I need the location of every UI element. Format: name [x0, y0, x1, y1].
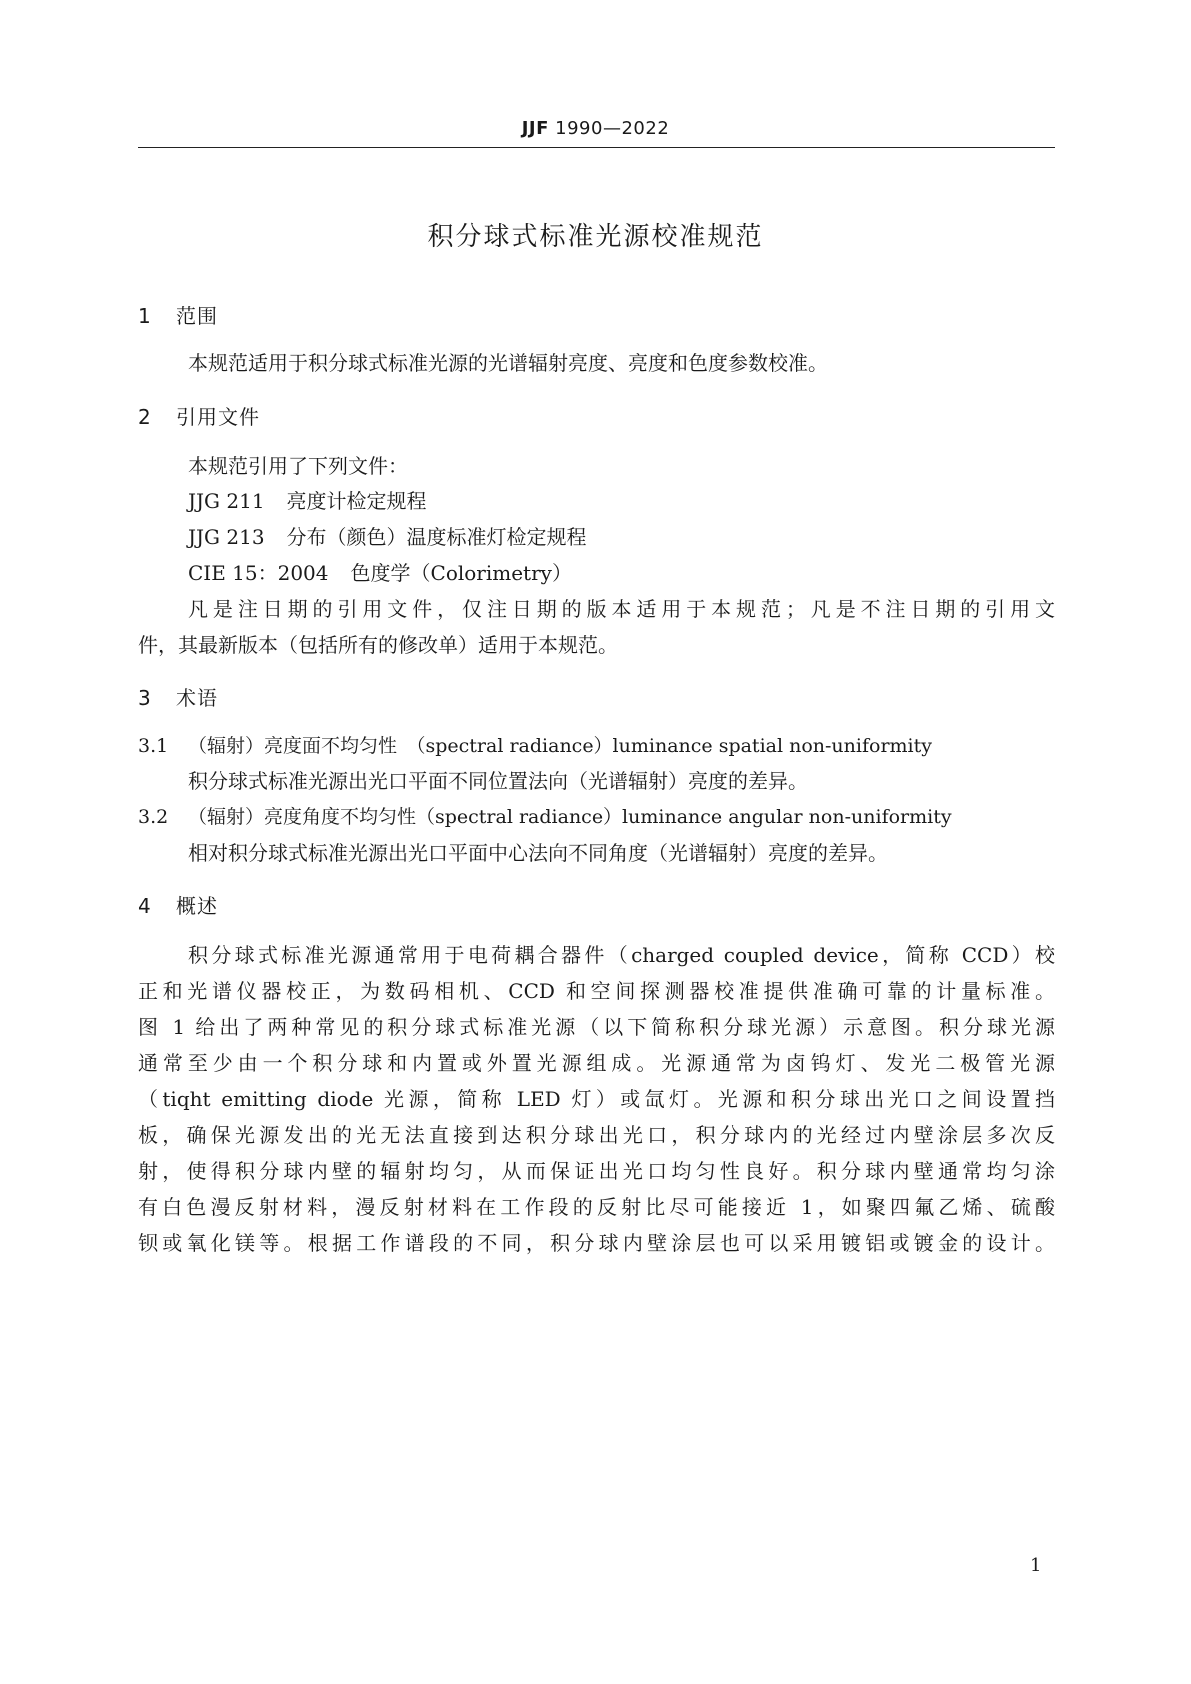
term-3-2 [138, 804, 952, 830]
overview-line: 通常至少由一个积分球和内置或外置光源组成。光源通常为卤钨灯、发光二极管光源 [138, 1051, 1055, 1075]
term-number: 3.1 [138, 735, 169, 757]
section-number: 2 [138, 405, 152, 429]
overview-line: 钡或氧化镁等。根据工作谱段的不同，积分球内壁涂层也可以采用镀铝或镀金的设计。 [138, 1231, 1055, 1255]
page-number: 1 [1030, 1555, 1042, 1576]
document-title: 积分球式标准光源校准规范 [427, 222, 764, 252]
section-4-heading [138, 890, 218, 919]
standard-code-prefix: JJF [521, 118, 549, 139]
term-3-2-definition: 相对积分球式标准光源出光口平面中心法向不同角度（光谱辐射）亮度的差异。 [188, 841, 888, 865]
overview-line: 图 1 给出了两种常见的积分球式标准光源（以下简称积分球光源）示意图。积分球光源 [138, 1015, 1055, 1039]
term-name: （辐射）亮度角度不均匀性（spectral radiance）luminance angular non-uniformity [188, 806, 952, 828]
standard-code [0, 118, 1191, 139]
header-divider [138, 147, 1055, 148]
section-title: 术语 [176, 686, 218, 710]
overview-line: 积分球式标准光源通常用于电荷耦合器件（charged coupled device，简称 CCD）校 [188, 943, 1055, 967]
reference-name: 亮度计检定规程 [286, 489, 427, 513]
section-title: 范围 [176, 304, 218, 328]
standard-code-number: 1990—2022 [555, 118, 670, 139]
reference-code: CIE 15：2004 [188, 561, 329, 585]
term-3-1 [138, 733, 932, 759]
reference-name: 色度学（Colorimetry） [350, 561, 572, 585]
section-title: 概述 [176, 894, 218, 918]
reference-code: JJG 213 [188, 525, 265, 549]
reference-item [188, 560, 572, 586]
overview-line: 有白色漫反射材料，漫反射材料在工作段的反射比尽可能接近 1，如聚四氟乙烯、硫酸 [138, 1195, 1055, 1219]
overview-line: 板，确保光源发出的光无法直接到达积分球出光口，积分球内的光经过内壁涂层多次反 [138, 1123, 1055, 1147]
references-note-line: 件，其最新版本（包括所有的修改单）适用于本规范。 [138, 633, 618, 657]
section-number: 4 [138, 894, 152, 918]
section-number: 1 [138, 304, 152, 328]
overview-line: （tiqht emitting diode 光源，简称 LED 灯）或氙灯。光源和积分球出光口之间设置挡 [138, 1087, 1055, 1111]
reference-code: JJG 211 [188, 489, 265, 513]
overview-line: 正和光谱仪器校正，为数码相机、CCD 和空间探测器校准提供准确可靠的计量标准。 [138, 979, 1055, 1003]
section-3-heading [138, 682, 218, 711]
reference-name: 分布（颜色）温度标准灯检定规程 [286, 525, 587, 549]
references-note-line: 凡是注日期的引用文件，仅注日期的版本适用于本规范；凡是不注日期的引用文 [188, 597, 1055, 621]
section-2-heading [138, 401, 260, 430]
references-intro: 本规范引用了下列文件： [188, 454, 408, 478]
section-1-body: 本规范适用于积分球式标准光源的光谱辐射亮度、亮度和色度参数校准。 [188, 351, 828, 375]
reference-item [188, 524, 587, 550]
section-number: 3 [138, 686, 152, 710]
overview-line: 射，使得积分球内壁的辐射均匀，从而保证出光口均匀性良好。积分球内壁通常均匀涂 [138, 1159, 1055, 1183]
section-1-heading [138, 300, 218, 329]
reference-item [188, 488, 427, 514]
section-title: 引用文件 [176, 405, 260, 429]
term-name: （辐射）亮度面不均匀性 （spectral radiance）luminance spatial non-uniformity [188, 735, 932, 757]
term-number: 3.2 [138, 806, 169, 828]
term-3-1-definition: 积分球式标准光源出光口平面不同位置法向（光谱辐射）亮度的差异。 [188, 769, 808, 793]
